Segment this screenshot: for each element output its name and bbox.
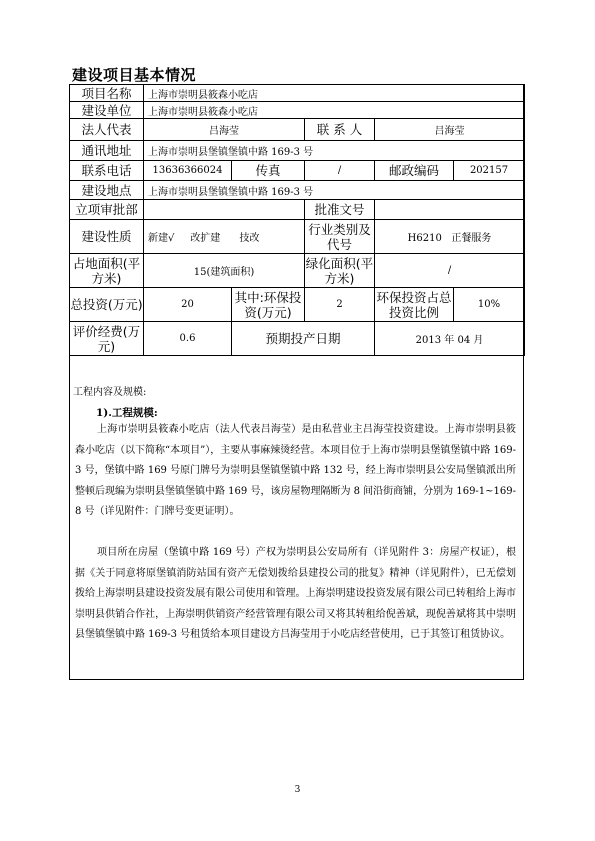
postal-label: 邮政编码 bbox=[375, 161, 454, 181]
investment-value: 20 bbox=[144, 288, 232, 322]
contact-value: 吕海莹 bbox=[375, 119, 525, 141]
nature-label: 建设性质 bbox=[70, 220, 144, 254]
area-value: 15(建筑面积) bbox=[144, 254, 305, 288]
env-investment-value: 2 bbox=[305, 288, 375, 322]
approval-label: 立项审批部 bbox=[70, 200, 144, 220]
site-value: 上海市崇明县堡镇堡镇中路 169-3 号 bbox=[144, 181, 525, 200]
project-name-value: 上海市崇明县筱森小吃店 bbox=[144, 85, 525, 102]
legal-rep-value: 吕海莹 bbox=[144, 119, 305, 141]
eval-fee-value: 0.6 bbox=[144, 322, 232, 356]
contact-label: 联 系 人 bbox=[305, 119, 375, 141]
section-title: 建设项目基本情况 bbox=[72, 66, 197, 84]
address-value: 上海市崇明县堡镇堡镇中路 169-3 号 bbox=[144, 141, 525, 161]
nature-value: 新建√ 改扩建 技改 bbox=[144, 220, 305, 254]
scale-subheading: 1).工程规模: bbox=[96, 407, 158, 419]
industry-value: H6210 正餐服务 bbox=[375, 220, 525, 254]
phone-label: 联系电话 bbox=[70, 161, 144, 181]
site-label: 建设地点 bbox=[70, 181, 144, 200]
area-label: 占地面积(平方米) bbox=[70, 254, 144, 288]
fax-label: 传真 bbox=[232, 161, 305, 181]
production-date-label: 预期投产日期 bbox=[232, 322, 375, 356]
paragraph-2: 项目所在房屋（堡镇中路 169 号）产权为崇明县公安局所有（详见附件 3：房屋产权证），根据《关于同意将原堡镇消防站国有资产无偿划拨给县建投公司的批复》精神（详见附件），已无偿划拨给上海崇明县建设投资发展有限公司使用和管理。上海崇明建设投资发展有限公司已转租给上海市崇明县供销合作社，上海崇明供销资产经营管理有限公司又将其转租给倪善斌，现倪善斌将其中崇明县堡镇堡镇中路 169-3 号租赁给本项目建设方吕海莹用于小吃店经营使用，已于其签订租赁协议。 bbox=[75, 547, 516, 640]
builder-label: 建设单位 bbox=[70, 102, 144, 119]
doc-number-label: 批准文号 bbox=[305, 200, 375, 220]
env-ratio-label: 环保投资占总投资比例 bbox=[376, 289, 452, 320]
env-investment-label: 其中:环保投资(万元) bbox=[232, 288, 305, 322]
green-area-value: / bbox=[375, 254, 525, 288]
legal-rep-label: 法人代表 bbox=[70, 119, 144, 141]
address-label: 通讯地址 bbox=[70, 141, 144, 161]
investment-label: 总投资(万元) bbox=[70, 288, 144, 322]
postal-value: 202157 bbox=[454, 161, 525, 181]
production-date-value: 2013 年 04 月 bbox=[375, 322, 525, 356]
project-content-area bbox=[69, 376, 524, 680]
builder-value: 上海市崇明县筱森小吃店 bbox=[144, 102, 525, 119]
env-ratio-value: 10% bbox=[454, 288, 525, 322]
eval-fee-label: 评价经费(万元) bbox=[70, 322, 144, 356]
paragraph-1: 上海市崇明县筱森小吃店（法人代表吕海莹）是由私营业主吕海莹投资建设。上海市崇明县筱森小吃店（以下简称“本项目”），主要从事麻辣烫经营。本项目位于上海市崇明县堡镇堡镇中路 169-3 号，堡镇中路 169 号原门牌号为崇明县堡镇堡镇中路 132 号，经上海市崇明县公安局堡镇派出所整顿后现编为崇明县堡镇堡镇中路 169 号，该房屋物理隔断为 8 间沿街商铺，分别为 169-1~169-8 号（详见附件：门牌号变更证明）。 bbox=[75, 424, 517, 517]
project-name-label: 项目名称 bbox=[70, 85, 144, 102]
industry-label: 行业类别及代号 bbox=[305, 220, 375, 254]
fax-value: / bbox=[305, 161, 375, 181]
phone-value: 13636366024 bbox=[144, 161, 232, 181]
content-heading: 工程内容及规模: bbox=[73, 387, 147, 398]
green-area-label: 绿化面积(平方米) bbox=[305, 255, 374, 286]
page-number: 3 bbox=[294, 785, 301, 795]
